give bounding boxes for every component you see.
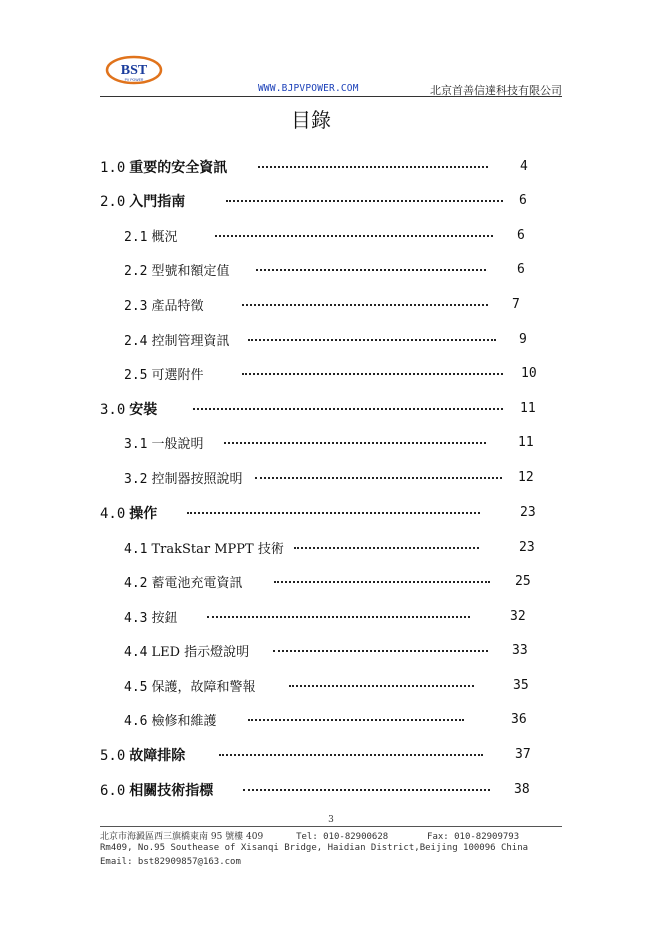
header-divider <box>100 96 562 97</box>
toc-dot-leader <box>242 304 488 306</box>
toc-entry-number: 4.4 <box>124 645 148 660</box>
toc-entry[interactable] <box>124 295 204 315</box>
toc-page-number[interactable]: 10 <box>521 366 537 381</box>
toc-entry-number: 4.6 <box>124 714 148 729</box>
toc-entry[interactable] <box>124 260 230 280</box>
footer-email: Email: bst82909857@163.com <box>100 857 241 867</box>
toc-page-number[interactable]: 6 <box>519 193 527 208</box>
toc-dot-leader <box>248 339 496 341</box>
toc-entry[interactable] <box>124 710 217 730</box>
toc-page-number[interactable]: 7 <box>512 297 520 312</box>
toc-entry-title: 保護，故障和警報 <box>151 680 256 695</box>
svg-text:PV POWER: PV POWER <box>124 78 144 82</box>
toc-dot-leader <box>256 269 486 271</box>
toc-entry-title: 安裝 <box>129 402 158 418</box>
toc-dot-leader <box>224 442 486 444</box>
toc-entry-number: 5.0 <box>100 748 126 764</box>
toc-entry-number: 2.0 <box>100 194 126 210</box>
toc-entry-title: 一般說明 <box>151 437 204 452</box>
toc-entry-number: 3.0 <box>100 402 126 418</box>
toc-entry[interactable] <box>100 745 185 765</box>
toc-entry[interactable] <box>100 503 157 523</box>
toc-entry-number: 1.0 <box>100 160 126 176</box>
toc-entry-number: 4.1 <box>124 542 148 557</box>
toc-title: 目錄 <box>291 108 331 132</box>
toc-dot-leader <box>273 650 488 652</box>
toc-entry[interactable] <box>124 538 284 558</box>
toc-page-number[interactable]: 37 <box>515 747 531 762</box>
toc-dot-leader <box>187 512 480 514</box>
toc-entry-number: 3.2 <box>124 472 148 487</box>
toc-entry-title: 型號和額定值 <box>151 264 230 279</box>
toc-page-number[interactable]: 11 <box>518 435 534 450</box>
header-url[interactable]: WWW.BJPVPOWER.COM <box>258 83 359 94</box>
toc-page-number[interactable]: 23 <box>520 505 536 520</box>
toc-dot-leader <box>243 789 490 791</box>
toc-dot-leader <box>274 581 490 583</box>
footer-fax: Fax: 010-82909793 <box>427 832 520 842</box>
toc-entry[interactable] <box>100 399 157 419</box>
footer-address-en: Rm409, No.95 Southease of Xisanqi Bridge, Haidian District,Beijing 100096 China <box>100 843 529 853</box>
footer-tel: Tel: 010-82900628 <box>296 832 389 842</box>
toc-entry[interactable] <box>100 191 185 211</box>
toc-dot-leader <box>219 754 483 756</box>
toc-entry[interactable] <box>100 157 227 177</box>
svg-text:BST: BST <box>120 63 148 78</box>
page-number: 3 <box>328 815 334 825</box>
toc-entry-number: 4.5 <box>124 680 148 695</box>
toc-page-number[interactable]: 23 <box>519 540 535 555</box>
toc-entry-title: 控制器按照說明 <box>151 472 243 487</box>
toc-entry-title: 按鈕 <box>151 611 178 626</box>
footer-divider <box>100 826 562 827</box>
toc-dot-leader <box>193 408 503 410</box>
toc-entry-number: 3.1 <box>124 437 148 452</box>
toc-entry-number: 2.1 <box>124 230 148 245</box>
toc-page-number[interactable]: 6 <box>517 262 525 277</box>
toc-entry-title: 蓄電池充電資訊 <box>151 576 243 591</box>
toc-entry[interactable] <box>124 433 204 453</box>
toc-entry-title: 操作 <box>129 506 158 522</box>
toc-entry-title: 重要的安全資訊 <box>129 160 228 176</box>
toc-dot-leader <box>215 235 493 237</box>
toc-entry-title: 入門指南 <box>129 194 186 210</box>
toc-page-number[interactable]: 36 <box>511 712 527 727</box>
toc-dot-leader <box>289 685 474 687</box>
toc-entry-number: 4.0 <box>100 506 126 522</box>
toc-entry[interactable] <box>100 780 213 800</box>
toc-dot-leader <box>248 719 464 721</box>
toc-entry[interactable] <box>124 468 243 488</box>
toc-page-number[interactable]: 25 <box>515 574 531 589</box>
toc-entry[interactable] <box>124 226 178 246</box>
toc-entry[interactable] <box>124 330 230 350</box>
toc-entry-title: LED 指示燈說明 <box>151 645 250 660</box>
toc-entry-title: TrakStar MPPT 技術 <box>151 542 284 557</box>
toc-entry[interactable] <box>124 572 243 592</box>
toc-entry-number: 6.0 <box>100 783 126 799</box>
toc-page-number[interactable]: 9 <box>519 332 527 347</box>
toc-entry-number: 4.2 <box>124 576 148 591</box>
toc-entry-title: 產品特徵 <box>151 299 204 314</box>
toc-entry-title: 檢修和維護 <box>151 714 217 729</box>
toc-page-number[interactable]: 11 <box>520 401 536 416</box>
toc-dot-leader <box>294 547 479 549</box>
toc-dot-leader <box>242 373 503 375</box>
toc-page-number[interactable]: 6 <box>517 228 525 243</box>
toc-entry-number: 2.4 <box>124 334 148 349</box>
toc-dot-leader <box>226 200 503 202</box>
toc-page-number[interactable]: 35 <box>513 678 529 693</box>
toc-entry-title: 控制管理資訊 <box>151 334 230 349</box>
toc-entry[interactable] <box>124 607 178 627</box>
toc-page-number[interactable]: 38 <box>514 782 530 797</box>
toc-entry-number: 2.5 <box>124 368 148 383</box>
toc-entry-title: 概況 <box>151 230 178 245</box>
toc-entry-title: 可選附件 <box>151 368 204 383</box>
toc-entry-number: 4.3 <box>124 611 148 626</box>
toc-entry-title: 相關技術指標 <box>129 783 214 799</box>
toc-entry-title: 故障排除 <box>129 748 186 764</box>
toc-entry[interactable] <box>124 641 249 661</box>
toc-dot-leader <box>258 166 488 168</box>
toc-entry-number: 2.3 <box>124 299 148 314</box>
footer-contact-line <box>100 829 519 842</box>
header-company: 北京首善信達科技有限公司 <box>430 84 562 97</box>
toc-page-number[interactable]: 4 <box>520 159 528 174</box>
toc-entry[interactable] <box>124 364 204 384</box>
toc-dot-leader <box>207 616 470 618</box>
toc-page-number[interactable]: 33 <box>512 643 528 658</box>
toc-page-number[interactable]: 32 <box>510 609 526 624</box>
toc-page-number[interactable]: 12 <box>518 470 534 485</box>
toc-entry[interactable] <box>124 676 256 696</box>
footer-address-cn: 北京市海澱區西三旗橋東南 95 號樓 409 <box>100 832 264 842</box>
toc-entry-number: 2.2 <box>124 264 148 279</box>
toc-dot-leader <box>255 477 502 479</box>
bst-logo <box>105 55 163 85</box>
